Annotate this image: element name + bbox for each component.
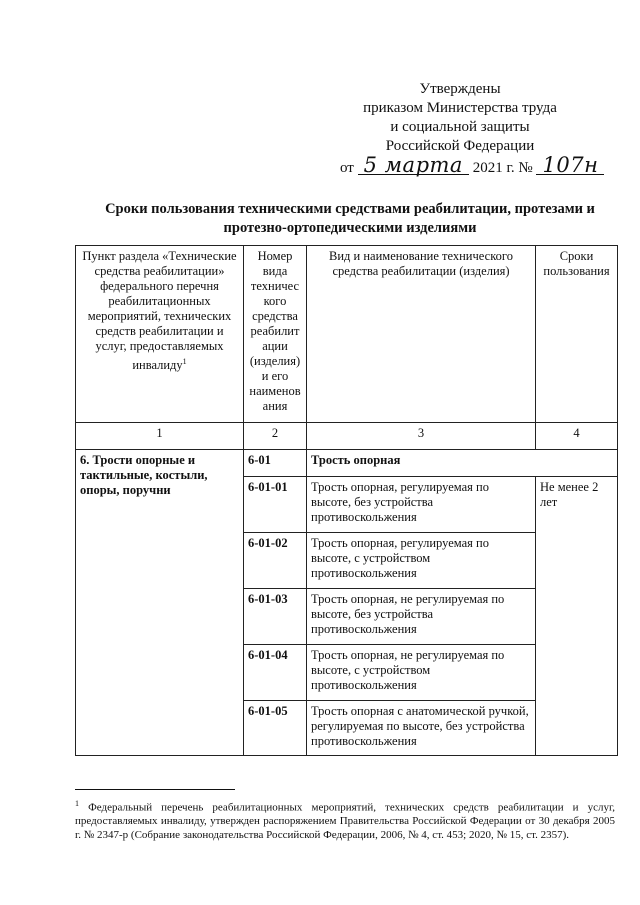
- item-name: Трость опорная, не регулируемая по высоте, с устройством противоскольжения: [307, 645, 536, 701]
- approval-block: [340, 80, 599, 178]
- section-title: 6. Трости опорные и тактильные, костыли, опоры, поручни: [76, 450, 244, 756]
- approval-line-1: Утверждены: [419, 81, 501, 97]
- column-number: 1: [76, 423, 244, 450]
- date-year: 2021 г. №: [472, 160, 533, 176]
- item-name: Трость опорная, регулируемая по высоте, с устройством противоскольжения: [307, 533, 536, 589]
- item-name: Трость опорная с анатомической ручкой, регулируемая по высоте, без устройства противоскольжения: [307, 701, 536, 756]
- item-name: Трость опорная, регулируемая по высоте, без устройства противоскольжения: [307, 477, 536, 533]
- column-number: 2: [244, 423, 307, 450]
- item-code: 6-01-03: [244, 589, 307, 645]
- section-header-row: [76, 450, 618, 477]
- column-number: 4: [536, 423, 618, 450]
- footnote-ref: 1: [182, 357, 187, 366]
- footnote-mark: 1: [75, 799, 79, 808]
- title-line-1: Сроки пользования техническими средствами реабилитации, протезами и: [105, 201, 595, 217]
- footnote-divider: [75, 789, 235, 790]
- header-type-name: Вид и наименование технического средства реабилитации (изделия): [307, 246, 536, 423]
- footnote-text: Федеральный перечень реабилитационных мероприятий, технических средств реабилитации и услуг, предоставляемых инвалиду, утвержден распоряжением Правительства Российской Федерации от 30 декабря 2005 г. № 2347-р (Собрание законодательства Российской Федерации, 2006, № 4, ст. 453; 2020, № 15, ст. 2357).: [75, 801, 615, 841]
- section-code: 6-01: [244, 450, 307, 477]
- footnote: [75, 797, 615, 842]
- item-code: 6-01-04: [244, 645, 307, 701]
- header-type-number: Номер вида техничес кого средства реабилит ации (изделия) и его наименов ания: [244, 246, 307, 423]
- item-code: 6-01-05: [244, 701, 307, 756]
- handwritten-number: 107н: [536, 156, 604, 175]
- item-code: 6-01-01: [244, 477, 307, 533]
- table-header-row: [76, 246, 618, 423]
- header-usage-term: Сроки пользования: [536, 246, 618, 423]
- approval-date-line: [340, 153, 599, 178]
- header-section-item: Пункт раздела «Технические средства реабилитации» федерального перечня реабилитационных мероприятий, технических средств реабилитации и услуг, предоставляемых инвалиду$^1$: [76, 246, 244, 423]
- approval-line-2: приказом Министерства труда: [363, 100, 557, 116]
- section-name: Трость опорная: [307, 450, 618, 477]
- column-number: 3: [307, 423, 536, 450]
- approval-line-3: и социальной защиты: [390, 119, 530, 135]
- item-code: 6-01-02: [244, 533, 307, 589]
- title-line-2: протезно-ортопедическими изделиями: [223, 220, 477, 236]
- approval-line-4: Российской Федерации: [385, 138, 535, 154]
- handwritten-date: 5 марта: [358, 156, 469, 175]
- usage-term: Не менее 2 лет: [536, 477, 618, 756]
- item-name: Трость опорная, не регулируемая по высоте, без устройства противоскольжения: [307, 589, 536, 645]
- terms-table: [75, 245, 618, 756]
- date-prefix: от: [340, 160, 354, 176]
- column-number-row: [76, 423, 618, 450]
- document-title: [80, 200, 620, 238]
